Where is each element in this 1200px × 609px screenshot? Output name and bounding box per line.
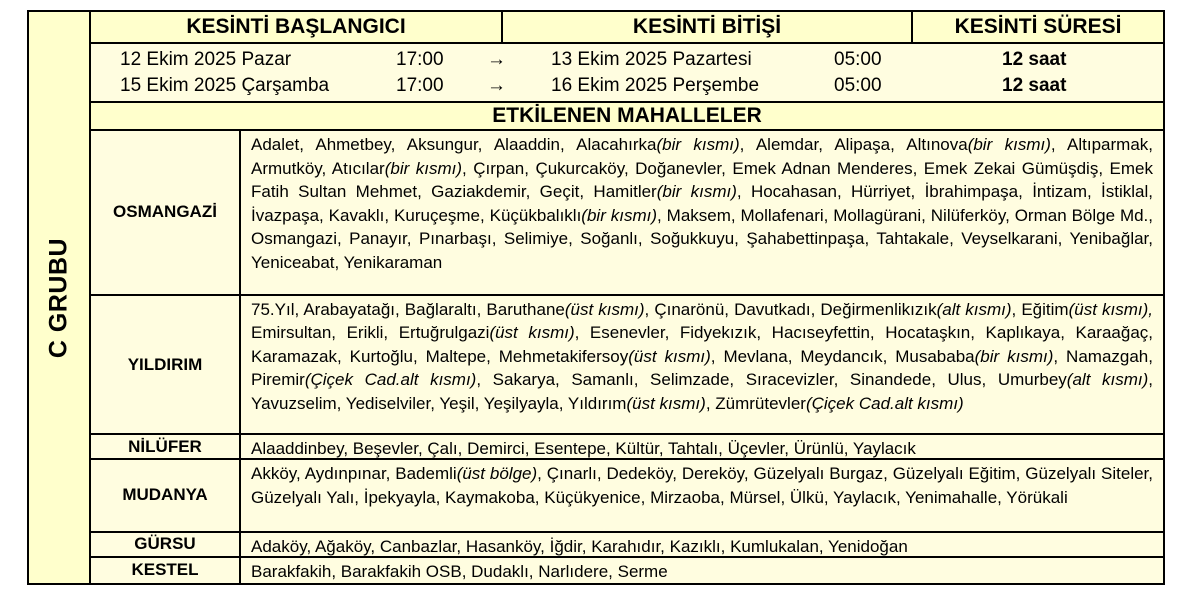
district-name: OSMANGAZİ [91,131,241,294]
duration: 12 saat [1002,49,1067,71]
neighborhood-note: (bir kısmı) [384,158,463,178]
neighborhood-text: Alaaddinbey, Beşevler, Çalı, Demirci, Esentepe, Kültür, Tahtalı, Üçevler, Ürünlü, Yaylacık [251,439,916,459]
neighborhood-note: (bir kısmı) [656,135,740,155]
start-time: 17:00 [396,75,444,97]
outage-times [91,44,1163,103]
neighborhood-text: , Sakarya, Samanlı, Selimzade, Sıracevizler, Sinandede, Ulus, Umurbey [476,370,1067,390]
affected-title: ETKİLENEN MAHALLELER [91,103,1163,131]
end-date: 13 Ekim 2025 Pazartesi [551,49,752,71]
neighborhood-note: (üst kısmı) [628,346,711,366]
district-name: MUDANYA [91,460,241,530]
header-start: KESİNTİ BAŞLANGICI [91,12,503,42]
neighborhood-text: , Çırpan, Çukurcaköy, Doğanevler, Emek Adnan Menderes, Emek Zekai Gümüşdiş, Emek Fatih Sultan Mehmet, Gaziakdemir, Geçit, Hamitler [251,158,1153,202]
neighborhood-text: Emirsultan, Erikli, Ertuğrulgazi [251,323,490,343]
group-label: C GRUBU [44,237,73,358]
neighborhood-text: , Esenevler, Fidyekızık, Hacıseyfettin, Hocataşkın, Kaplıkaya, Karaağaç, Karamazak, Kurtoğlu, Maltepe, Mehmetakifersoy [251,323,1153,366]
neighborhood-note: (üst kısmı) [626,393,706,413]
start-date: 12 Ekim 2025 Pazar [120,49,292,71]
end-time: 05:00 [834,49,882,71]
header-end: KESİNTİ BİTİŞİ [503,12,913,42]
arrow-icon: → [487,75,506,97]
outage-table [27,10,1165,585]
district-name: YILDIRIM [91,296,241,433]
neighborhood-note: (üst bölge) [456,464,538,484]
end-time: 05:00 [834,75,882,97]
neighborhood-text: 75.Yıl, Arabayatağı, Bağlaraltı, Baruthane [251,299,565,319]
neighborhood-list [241,558,1163,584]
district-row [91,460,1163,532]
start-time: 17:00 [396,49,444,71]
neighborhood-list [241,435,1163,458]
neighborhood-text: , Alemdar, Alipaşa, Altınova [739,135,968,155]
neighborhood-text: , Maksem, Mollafenari, Mollagürani, Nilüferköy, Orman Bölge Md., Osmangazi, Panayır, Pınarbaşı, Selimiye, Soğanlı, Soğukkuyu, Şahabettinpaşa, Tahtakale, Veyselkarani, Yenibağlar, Yeniceabat, Yenikaraman [251,205,1154,272]
neighborhood-note: (üst kısmı), [1068,299,1153,319]
neighborhood-note: (bir kısmı) [656,182,737,202]
district-name: NİLÜFER [91,435,241,458]
neighborhood-list [241,460,1163,530]
neighborhood-note: (alt kısmı) [1066,370,1149,390]
end-date: 16 Ekim 2025 Perşembe [551,75,760,97]
outage-row [91,47,1163,73]
neighborhood-text: , Altıparmak, Armutköy, Atıcılar [251,135,1154,178]
district-name: KESTEL [91,558,241,584]
neighborhood-note: (bir kısmı) [967,135,1051,155]
neighborhood-text: Barakfakih, Barakfakih OSB, Dudaklı, Narlıdere, Serme [251,561,668,581]
district-row [91,296,1163,435]
neighborhood-text: , Namazgah, Piremir [251,346,1153,390]
neighborhood-list [241,131,1163,294]
neighborhood-text: Akköy, Aydınpınar, Bademli [251,464,457,484]
neighborhood-note: (üst kısmı) [564,299,645,319]
neighborhood-text: , Çınarönü, Davutkadı, Değirmenlikızık [644,299,937,319]
duration: 12 saat [1002,75,1067,97]
district-row [91,435,1163,460]
neighborhood-text: , Zümrütevler [705,393,806,413]
start-date: 15 Ekim 2025 Çarşamba [120,75,330,97]
header-duration: KESİNTİ SÜRESİ [954,15,1122,39]
district-row [91,558,1163,584]
neighborhood-text: , Çınarlı, Dedeköy, Dereköy, Güzelyalı Burgaz, Güzelyalı Eğitim, Güzelyalı Siteler, Güzelyalı Yalı, İpekyayla, Kaymakoba, Küçükyenice, Mirzaoba, Mürsel, Ülkü, Yaylacık, Yenimahalle, Yörükali [251,464,1153,507]
district-row [91,131,1163,296]
outage-row [91,73,1163,99]
neighborhood-text: Adalet, Ahmetbey, Aksungur, Alaaddin, Alacahırka [251,135,657,155]
neighborhood-list [241,296,1163,433]
neighborhood-note: (Çiçek Cad.alt kısmı) [805,393,964,413]
neighborhood-note: (Çiçek Cad.alt kısmı) [304,370,477,390]
neighborhood-note: (alt kısmı) [936,299,1012,319]
neighborhood-note: (üst kısmı) [489,323,575,343]
neighborhood-text: , Hocahasan, Hürriyet, İbrahimpaşa, İntizam, İstiklal, İvazpaşa, Kavaklı, Kuruçeşme, Küçükbalıklı [251,182,1154,225]
arrow-icon: → [487,49,506,71]
neighborhood-text: Adaköy, Ağaköy, Canbazlar, Hasanköy, İğdir, Karahıdır, Kazıklı, Kumlukalan, Yenidoğan [251,536,908,556]
neighborhood-note: (bir kısmı) [974,346,1054,366]
table-content [91,12,1163,583]
neighborhood-text: , Mevlana, Meydancık, Musababa [710,346,975,366]
neighborhood-text: , Eğitim [1011,299,1069,319]
neighborhood-list [241,533,1163,556]
group-label-cell [29,12,91,583]
district-row [91,533,1163,558]
neighborhood-text: , Yavuzselim, Yediselviler, Yeşil, Yeşilyayla, Yıldırım [251,370,1154,413]
neighborhood-note: (bir kısmı) [581,205,658,225]
district-name: GÜRSU [91,533,241,556]
header-row [91,12,1163,44]
